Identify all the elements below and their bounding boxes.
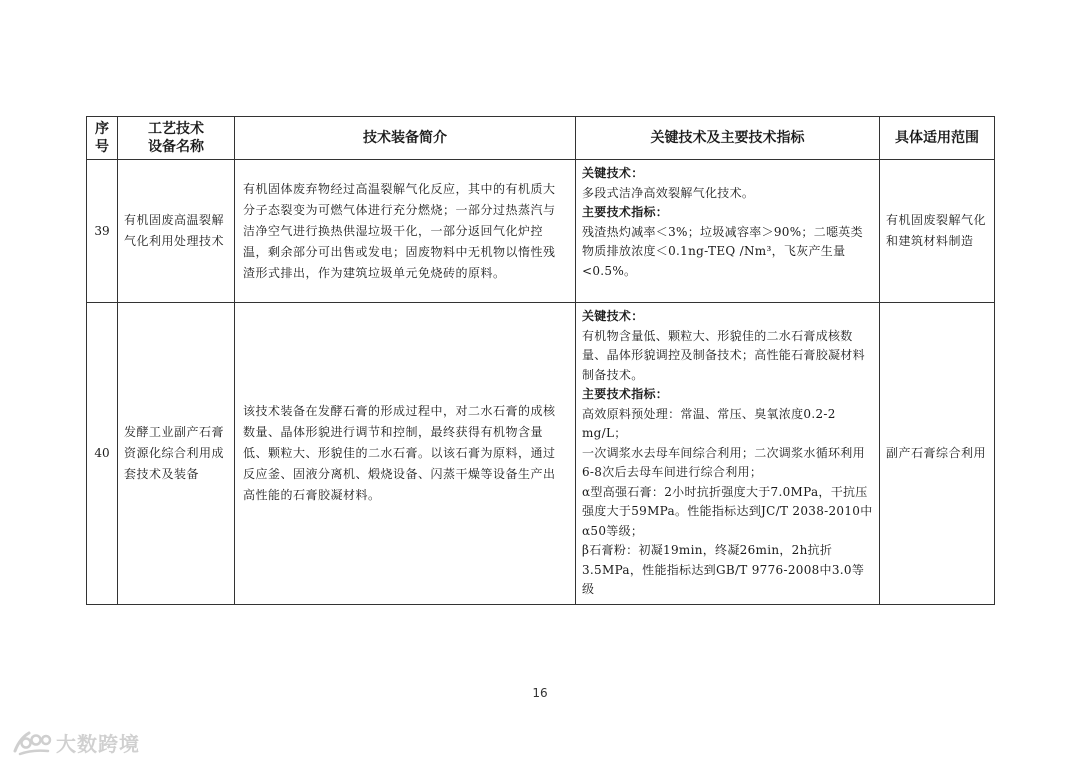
tech-index-line: 残渣热灼减率＜3%；垃圾减容率＞90%；二噁英类物质排放浓度＜0.1ng-TEQ /Nm³，飞灰产生量<0.5%。: [582, 224, 863, 278]
table-header-row: [87, 117, 995, 160]
header-key: 关键技术及主要技术指标: [576, 117, 880, 160]
row-name: 有机固废高温裂解气化利用处理技术: [118, 160, 235, 303]
row-seq: 40: [87, 303, 118, 605]
tech-index-line: α型高强石膏：2小时抗折强度大于7.0MPa，干抗压强度大于59MPa。性能指标达到JC/T 2038-2010中α50等级；: [582, 484, 873, 538]
technology-table: [86, 116, 995, 605]
table-row: [87, 160, 995, 303]
tech-index-title: 主要技术指标：: [582, 205, 669, 219]
watermark-text: 大数跨境: [56, 732, 140, 756]
header-seq: 序 号: [87, 117, 118, 160]
tech-index-line: β石膏粉：初凝19min，终凝26min，2h抗折3.5MPa，性能指标达到GB/T 9776-2008中3.0等级: [582, 543, 865, 596]
row-intro: 有机固体废弃物经过高温裂解气化反应，其中的有机质大分子态裂变为可燃气体进行充分燃烧；一部分过热蒸汽与洁净空气进行换热供湿垃圾干化，一部分返回气化炉控温，剩余部分可出售或发电；固废物料中无机物以惰性残渣形式排出，作为建筑垃圾单元免烧砖的原料。: [235, 160, 576, 303]
watermark: [12, 728, 140, 757]
header-name: 工艺技术 设备名称: [118, 117, 235, 160]
table-row: [87, 303, 995, 605]
key-tech-line: 多段式洁净高效裂解气化技术。: [582, 185, 755, 200]
tech-index-line: 一次调浆水去母车间综合利用；二次调浆水循环利用6-8次后去母车间进行综合利用；: [582, 445, 865, 479]
row-seq: 39: [87, 160, 118, 303]
row-scope: 有机固废裂解气化和建筑材料制造: [880, 160, 995, 303]
brand-logo-icon: [12, 729, 52, 757]
page-number: 16: [532, 686, 548, 700]
row-scope: 副产石膏综合利用: [880, 303, 995, 605]
row-intro: 该技术装备在发酵石膏的形成过程中，对二水石膏的成核数量、晶体形貌进行调节和控制，最终获得有机物含量低、颗粒大、形貌佳的二水石膏。以该石膏为原料，通过反应釜、固液分离机、煅烧设备、闪蒸干燥等设备生产出高性能的石膏胶凝材料。: [235, 303, 576, 605]
key-tech-line: 有机物含量低、颗粒大、形貌佳的二水石膏成核数量、晶体形貌调控及制备技术；高性能石膏胶凝材料制备技术。: [582, 328, 865, 382]
header-intro: 技术装备简介: [235, 117, 576, 160]
row-name: 发酵工业副产石膏资源化综合利用成套技术及装备: [118, 303, 235, 605]
tech-index-line: 高效原料预处理：常温、常压、臭氧浓度0.2-2 mg/L；: [582, 406, 836, 440]
row-key-tech: [576, 160, 880, 303]
key-tech-title: 关键技术：: [582, 166, 644, 180]
tech-index-title: 主要技术指标：: [582, 387, 669, 401]
key-tech-title: 关键技术：: [582, 309, 644, 323]
header-scope: 具体适用范围: [880, 117, 995, 160]
row-key-tech: [576, 303, 880, 605]
